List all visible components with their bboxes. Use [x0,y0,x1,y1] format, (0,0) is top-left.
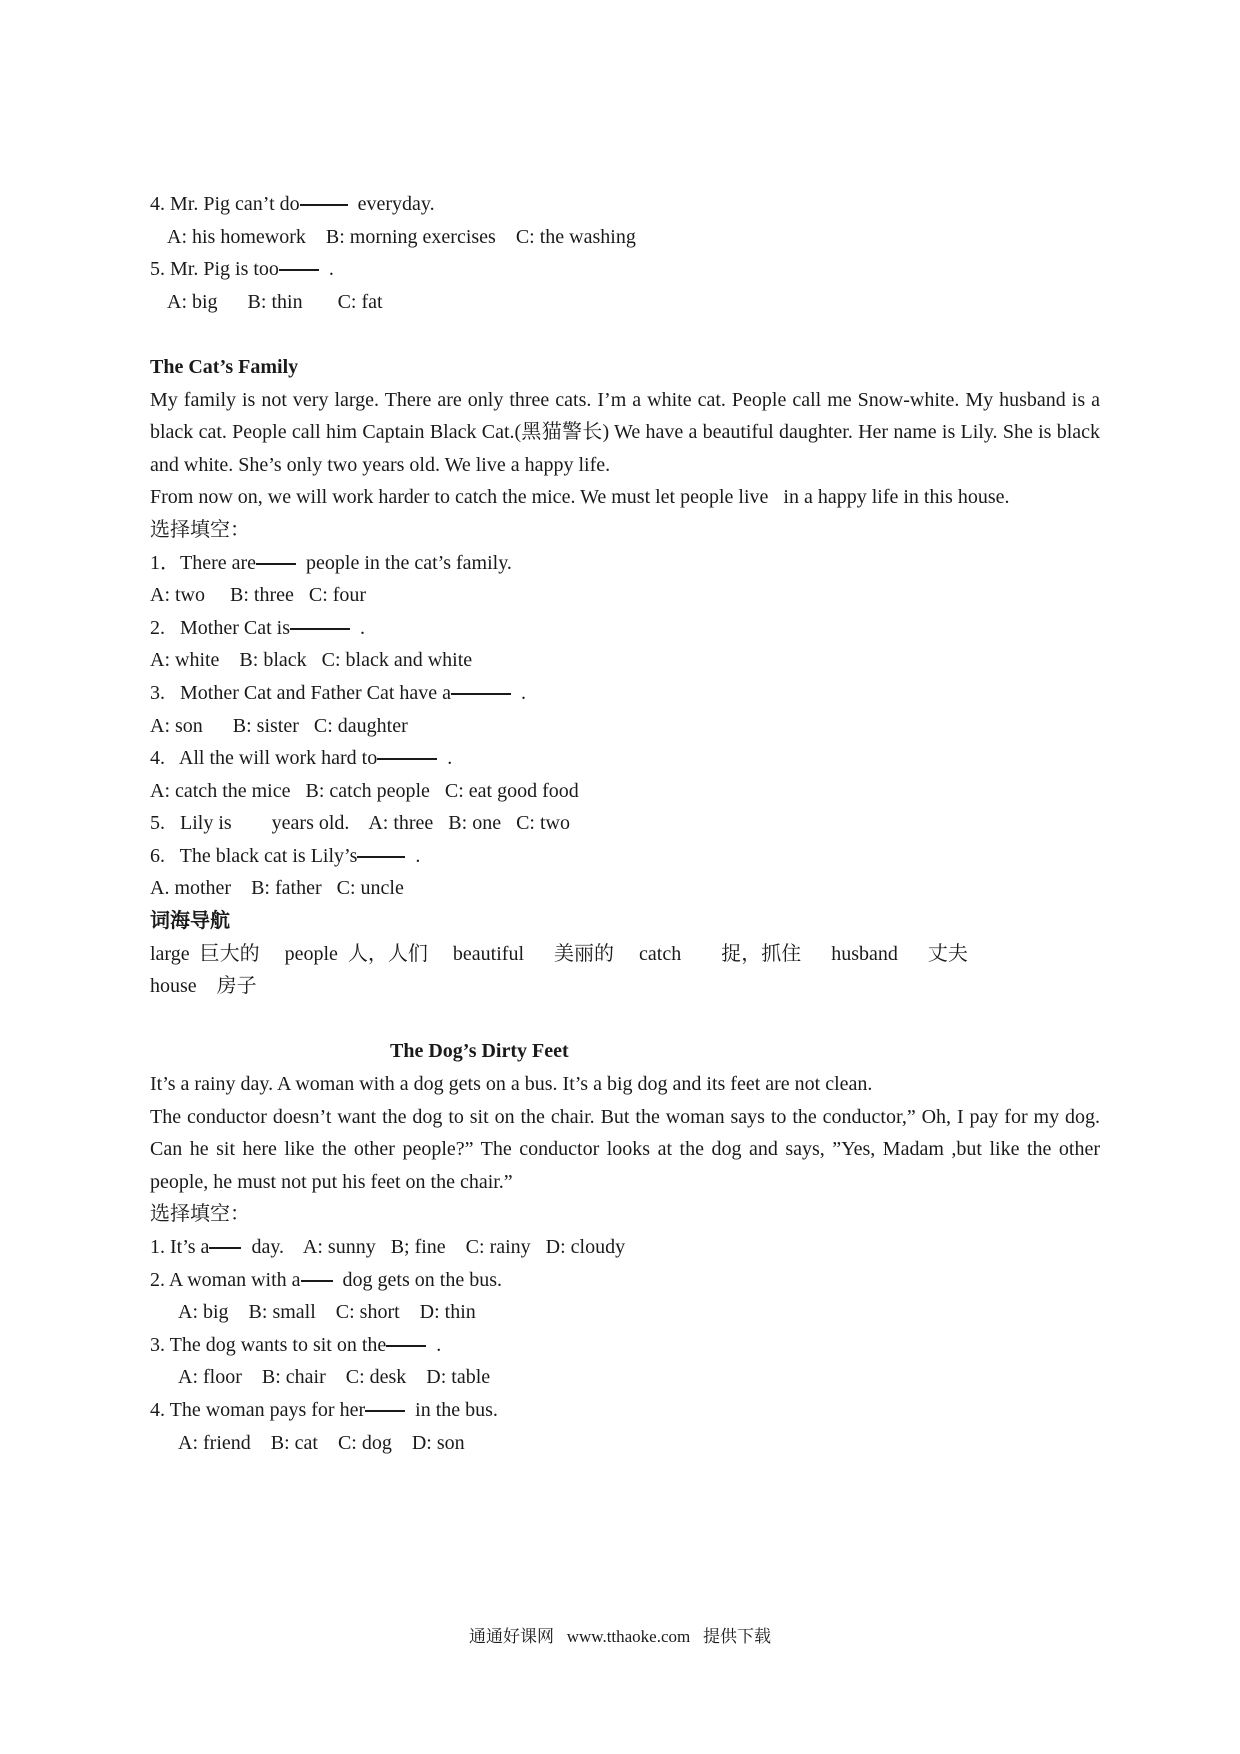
answer-blank [377,757,437,760]
vocab-title: 词海导航 [150,910,230,933]
answer-blank [290,627,350,630]
answer-blank [209,1246,241,1249]
cat-question-6-options: A. mother B: father C: uncle [150,877,404,900]
cat-question-6: 6. The black cat is Lily’s . [150,844,421,867]
pig-question-4: 4. Mr. Pig can’t do everyday. [150,193,435,215]
cat-story-title: The Cat’s Family [150,355,299,378]
answer-blank [386,1344,426,1347]
dog-question-2: 2. A woman with a dog gets on the bus. [150,1268,502,1291]
vocab-line-1: large 巨大的 people 人，人们 beautiful 美丽的 catch 捉，抓住 husband 丈夫 [150,942,968,965]
vocab-line-2: house 房子 [150,975,257,998]
cat-question-2: 2. Mother Cat is . [150,616,365,639]
answer-blank [279,268,319,271]
cat-instruction: 选择填空： [150,518,250,541]
cat-question-2-options: A: white B: black C: black and white [150,649,473,672]
cat-question-4-options: A: catch the mice B: catch people C: eat good food [150,779,579,802]
cat-question-3-options: A: son B: sister C: daughter [150,714,408,737]
cat-question-1-options: A: two B: three C: four [150,584,367,607]
pig-question-5: 5. Mr. Pig is too . [150,258,334,281]
cat-story-paragraph-2: From now on, we will work harder to catch the mice. We must let people live in a happy life in this house. [150,486,1010,509]
dog-question-3: 3. The dog wants to sit on the . [150,1333,442,1356]
cat-story-paragraph-1: My family is not very large. There are only three cats. I’m a white cat. People call me Snow-white. My husband is a black cat. People call him Captain Black Cat.(黑猫警长) We have a beautiful daughter. Her name is Lily. She is black and white. She’s only two years old. We live a happy life. [150,388,1100,476]
answer-blank [365,1409,405,1412]
dog-story-title: The Dog’s Dirty Feet [390,1040,569,1063]
cat-question-3: 3. Mother Cat and Father Cat have a . [150,681,527,704]
dog-story-paragraph-2: The conductor doesn’t want the dog to sit on the chair. But the woman says to the conductor,” Oh, I pay for my dog. Can he sit here like the other people?” The conductor looks at the dog and says, ”Yes, Madam ,but like the other people, he must not put his feet on the chair.” [150,1105,1100,1193]
pig-question-5-options: A: big B: thin C: fat [167,290,383,313]
answer-blank [301,1279,333,1282]
dog-question-1: 1. It’s a day. A: sunny B; fine C: rainy D: cloudy [150,1236,626,1258]
dog-question-4: 4. The woman pays for her in the bus. [150,1398,498,1421]
answer-blank [451,692,511,695]
cat-question-5: 5. Lily is years old. A: three B: one C: two [150,812,570,835]
dog-instruction: 选择填空： [150,1203,250,1226]
cat-question-4: 4. All the will work hard to . [150,747,453,770]
dog-question-3-options: A: floor B: chair C: desk D: table [178,1366,491,1389]
answer-blank [300,203,348,206]
answer-blank [357,855,405,858]
answer-blank [256,562,296,565]
page-footer: 通通好课网 www.tthaoke.com 提供下载 [468,1627,772,1646]
cat-question-1: 1．There are people in the cat’s family. [150,551,512,574]
worksheet-page [150,188,1100,1459]
dog-question-4-options: A: friend B: cat C: dog D: son [178,1431,465,1454]
dog-question-2-options: A: big B: small C: short D: thin [178,1301,476,1324]
pig-question-4-options: A: his homework B: morning exercises C: the washing [167,225,636,248]
dog-story-paragraph-1: It’s a rainy day. A woman with a dog gets on a bus. It’s a big dog and its feet are not clean. [150,1073,873,1096]
